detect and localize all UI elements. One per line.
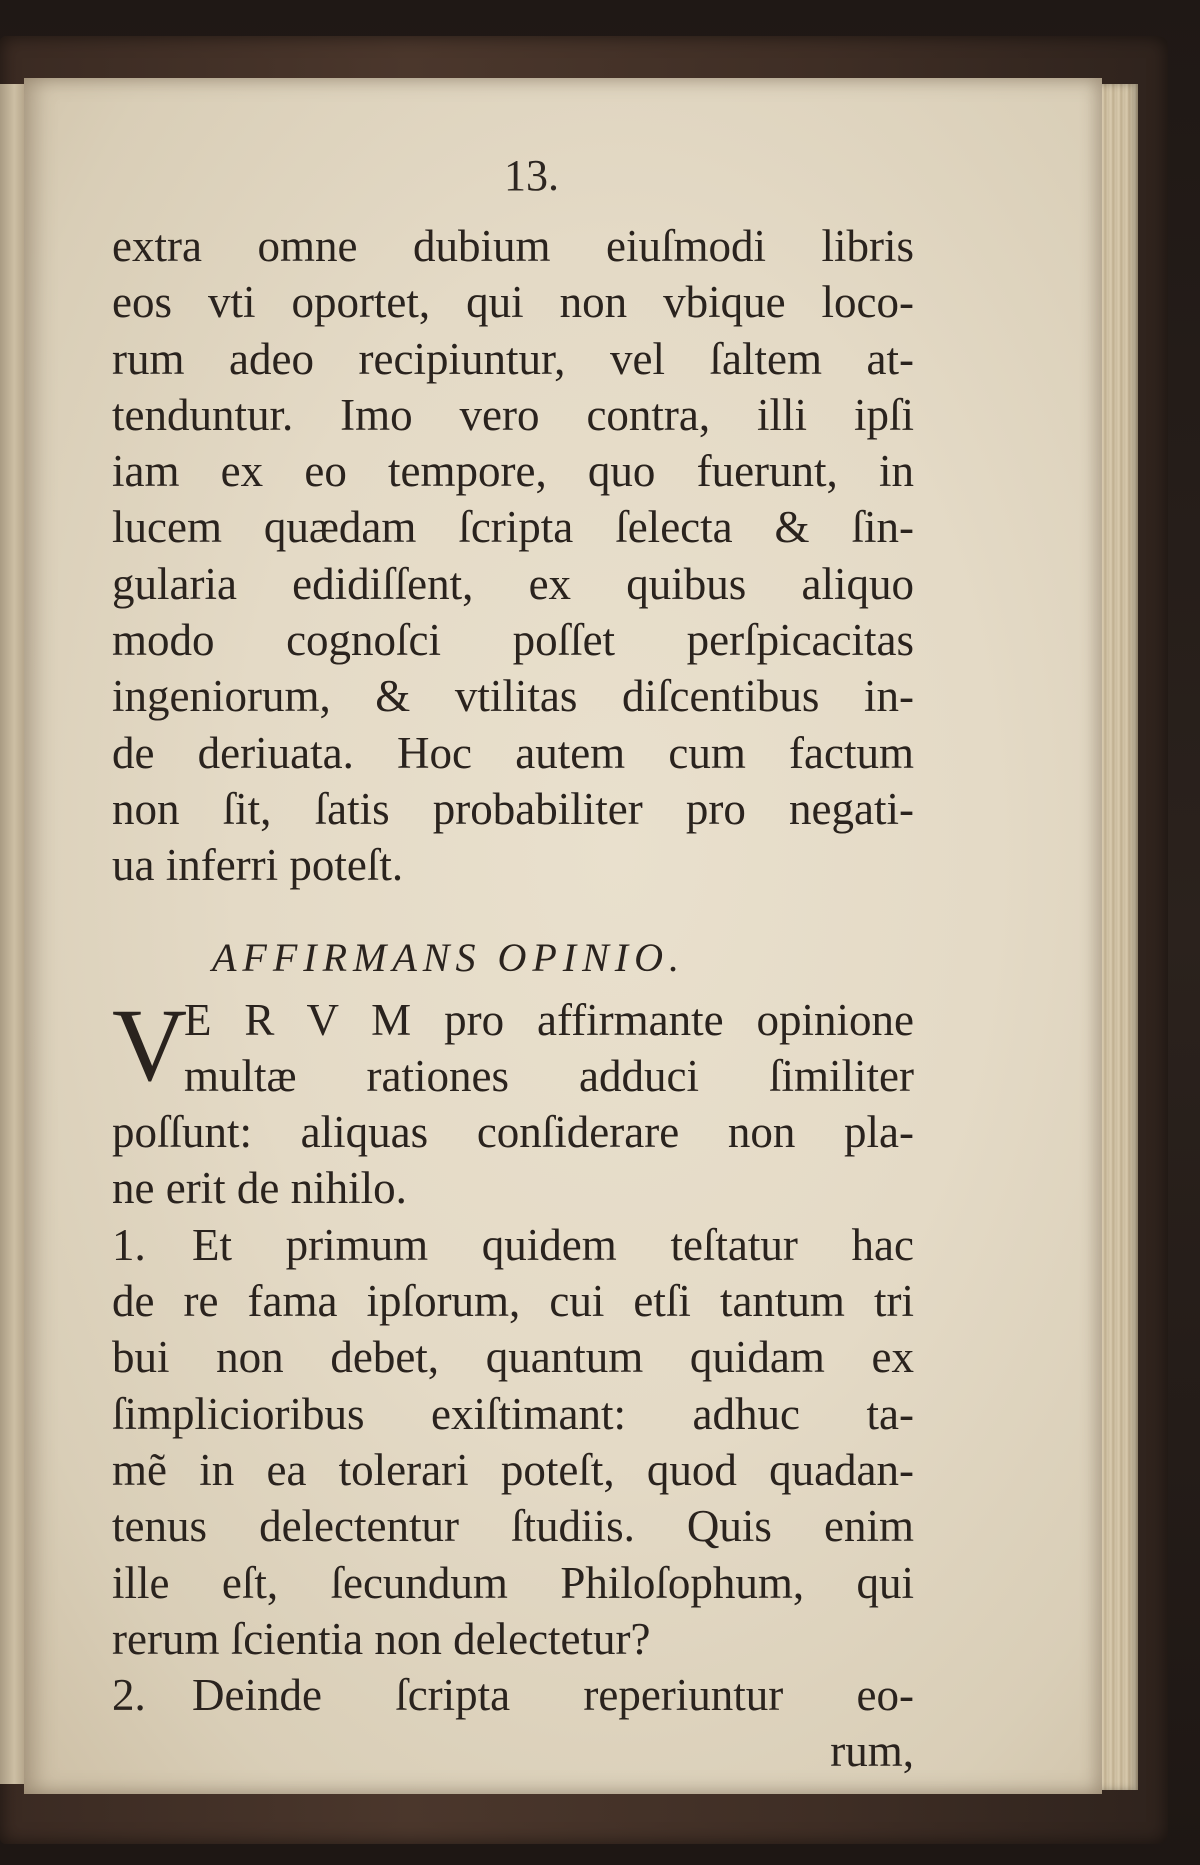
- text-line: tenduntur. Imo vero contra, illi ipſi: [112, 389, 914, 440]
- book-page: [24, 78, 1102, 1794]
- page-number: 13.: [504, 151, 559, 200]
- catchword: rum,: [830, 1726, 914, 1777]
- text-line: mẽ in ea tolerari poteſt, quod quadan-: [112, 1444, 914, 1495]
- item-number: 2.: [112, 1670, 146, 1721]
- paragraph-2: [112, 987, 914, 1217]
- text-line: ſimplicioribus exiſtimant: adhuc ta-: [112, 1388, 914, 1439]
- text-line: modo cognoſci poſſet perſpicacitas: [112, 615, 914, 666]
- text-line: eos vti oportet, qui non vbique loco-: [112, 277, 914, 328]
- drop-initial: V: [112, 987, 188, 1103]
- text-line: lucem quædam ſcripta ſelecta & ſin-: [112, 502, 914, 553]
- item-first-row: [112, 1217, 914, 1273]
- text-line: iam ex eo tempore, quo fuerunt, in: [112, 446, 914, 497]
- text-line: Deinde ſcripta reperiuntur eo-: [192, 1670, 914, 1721]
- text-line: rerum ſcientia non delectetur?: [112, 1613, 651, 1664]
- text-line: gularia edidiſſent, ex quibus aliquo: [112, 558, 914, 609]
- text-line: de re fama ipſorum, cui etſi tantum tri: [112, 1276, 914, 1327]
- spacer: [112, 894, 914, 924]
- text-line: ingeniorum, & vtilitas diſcentibus in-: [112, 671, 914, 722]
- text-line: poſſunt: aliquas conſiderare non pla-: [112, 1107, 914, 1158]
- section-heading: AFFIRMANS OPINIO.: [212, 934, 686, 980]
- text-line: tenus delectentur ſtudiis. Quis enim: [112, 1501, 914, 1552]
- text-line: bui non debet, quantum quidam ex: [112, 1332, 914, 1383]
- numbered-item-2: [112, 1667, 914, 1780]
- text-line: ne erit de nihilo.: [112, 1163, 407, 1214]
- numbered-item-1: [112, 1217, 914, 1667]
- text-line: non ſit, ſatis probabiliter pro negati-: [112, 783, 914, 834]
- text-line: multæ rationes adduci ſimiliter: [184, 1050, 914, 1101]
- text-line: extra omne dubium eiuſmodi libris: [112, 221, 914, 271]
- text-line: ua inferri poteſt.: [112, 840, 404, 891]
- facing-page-edge: [0, 84, 24, 1784]
- text-block: [112, 218, 914, 1780]
- text-line: de deriuata. Hoc autem cum factum: [112, 727, 914, 778]
- item-first-row: [112, 1667, 914, 1723]
- text-line: rum adeo recipiuntur, vel ſaltem at-: [112, 333, 914, 384]
- text-line: Et primum quidem teſtatur hac: [192, 1219, 914, 1270]
- text-line: ille eſt, ſecundum Philoſophum, qui: [112, 1557, 914, 1608]
- item-number: 1.: [112, 1219, 146, 1270]
- text-line: E R V M pro affirmante opinione: [184, 994, 914, 1045]
- paragraph-1: [112, 218, 914, 894]
